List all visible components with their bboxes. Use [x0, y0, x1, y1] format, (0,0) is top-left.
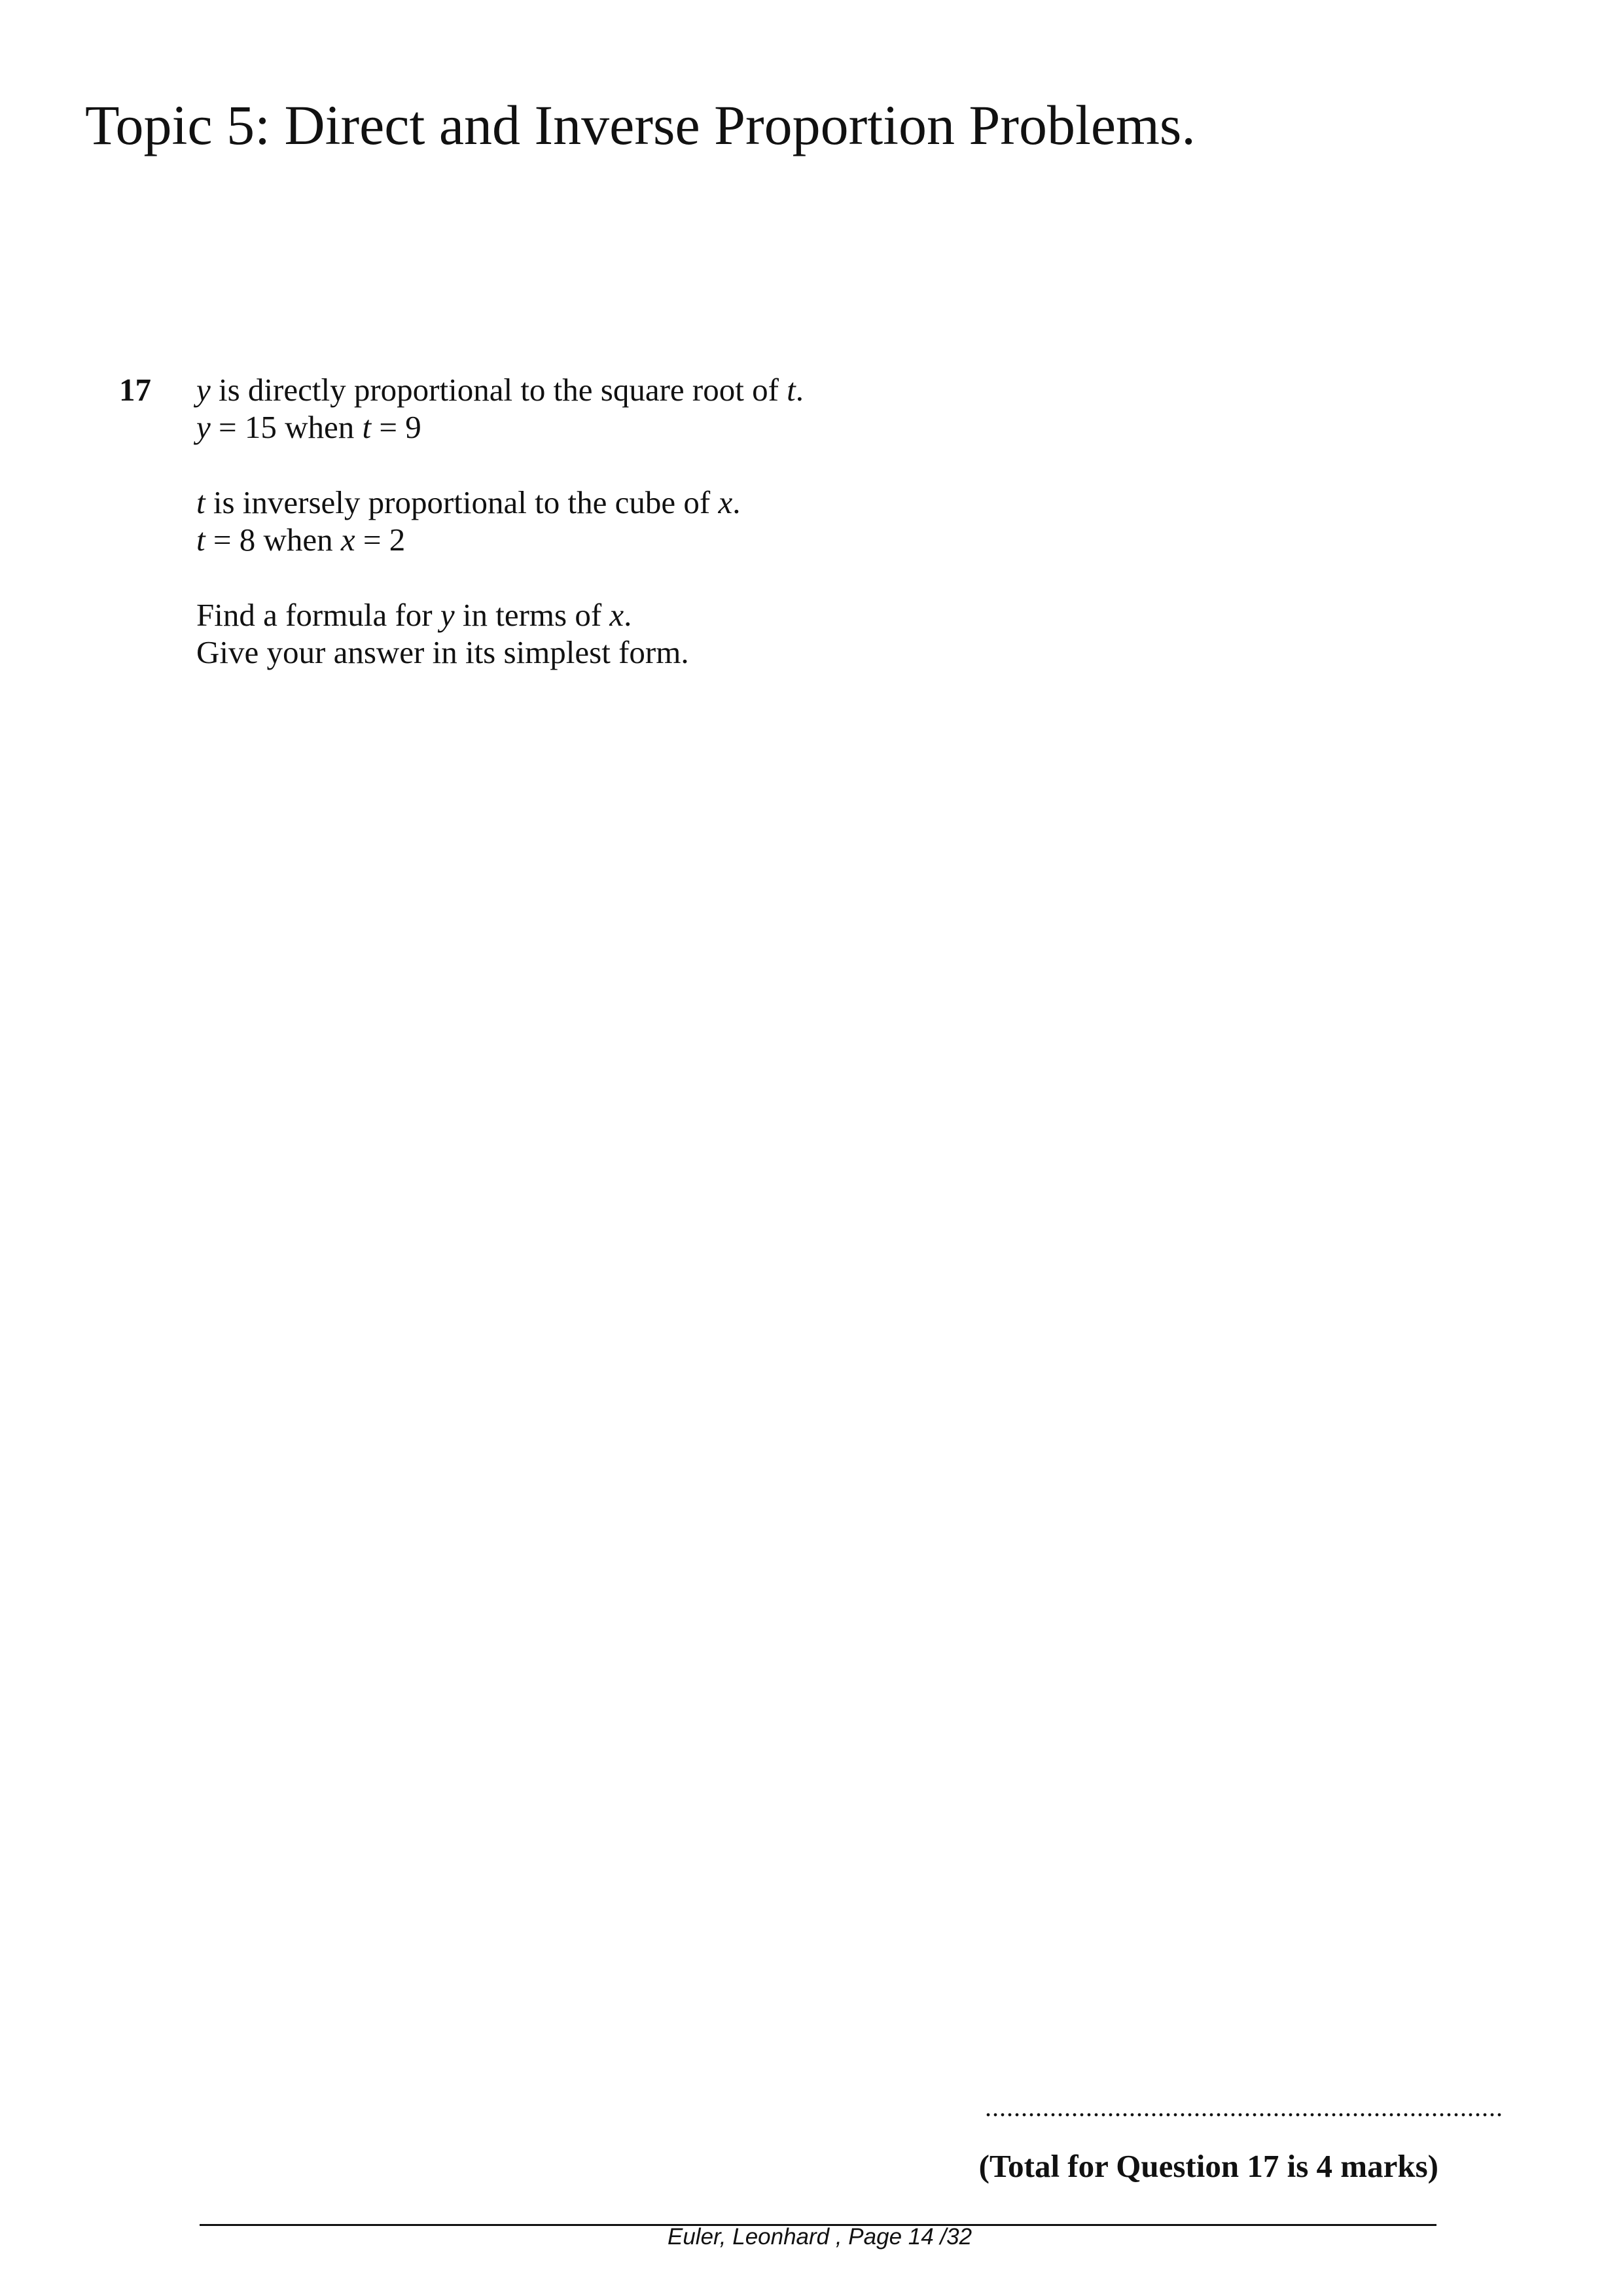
total-marks: (Total for Question 17 is 4 marks) — [978, 2148, 1438, 2184]
math-variable: t — [196, 484, 205, 520]
math-variable: y — [196, 409, 211, 445]
question-text: = 2 — [355, 522, 406, 558]
question-line — [196, 411, 421, 443]
page-title: Topic 5: Direct and Inverse Proportion Problems. — [85, 94, 1196, 156]
question-text: . — [624, 597, 632, 633]
question-text: = 15 when — [210, 409, 363, 445]
question-text: . — [795, 372, 804, 408]
question-line — [196, 524, 405, 556]
question-line — [196, 599, 632, 631]
question-line — [196, 636, 689, 668]
math-variable: t — [362, 409, 372, 445]
math-variable: y — [440, 597, 455, 633]
question-line — [196, 374, 804, 406]
math-variable: y — [196, 372, 211, 408]
question-text: in terms of — [454, 597, 610, 633]
question-text: = 9 — [371, 409, 421, 445]
question-number: 17 — [119, 372, 151, 408]
page-footer: Euler, Leonhard , Page 14 /32 — [668, 2224, 972, 2250]
answer-line[interactable]: ........................................................................ — [985, 2092, 1503, 2122]
question-text: Give your answer in its simplest form. — [196, 634, 689, 670]
question-text: Find a formula for — [196, 597, 440, 633]
question-text: is directly proportional to the square root of — [210, 372, 787, 408]
math-variable: x — [718, 484, 733, 520]
math-variable: x — [609, 597, 624, 633]
math-variable: t — [196, 522, 205, 558]
question-text: . — [732, 484, 741, 520]
question-line — [196, 486, 740, 518]
math-variable: x — [340, 522, 355, 558]
question-text: = 8 when — [205, 522, 341, 558]
math-variable: t — [787, 372, 796, 408]
question-text: is inversely proportional to the cube of — [205, 484, 719, 520]
